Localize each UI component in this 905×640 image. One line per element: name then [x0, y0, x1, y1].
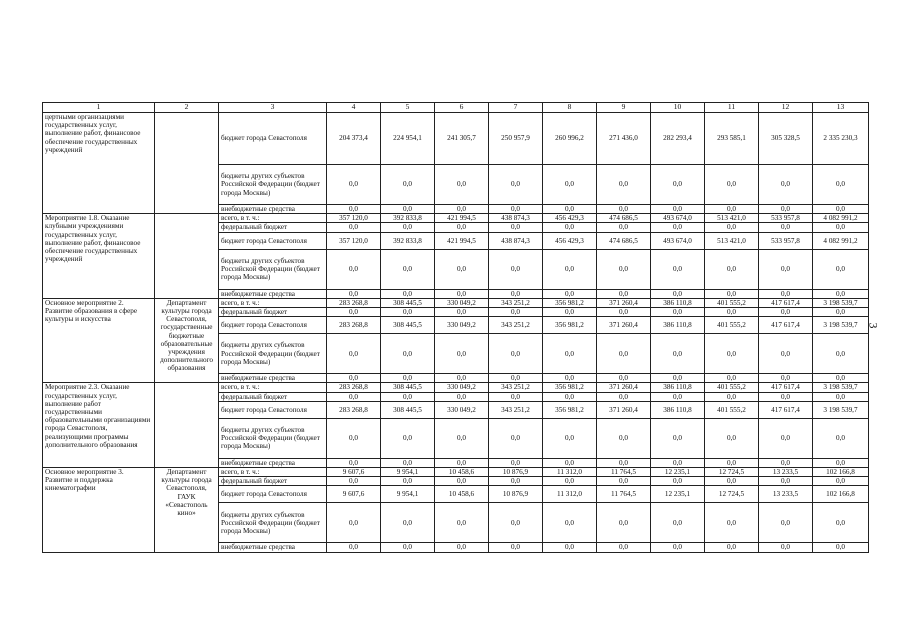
header-cell: 2 [155, 103, 219, 113]
funding-source-cell: бюджет города Севастополя [219, 401, 327, 418]
header-row [43, 103, 869, 113]
value-cell: 0,0 [759, 458, 813, 467]
value-cell: 0,0 [327, 289, 381, 298]
header-cell: 1 [43, 103, 155, 113]
value-cell: 0,0 [381, 249, 435, 289]
value-cell: 0,0 [597, 503, 651, 543]
value-cell: 513 421,0 [705, 214, 759, 223]
header-cell: 8 [543, 103, 597, 113]
value-cell: 0,0 [759, 308, 813, 317]
value-cell: 12 235,1 [651, 486, 705, 503]
budget-table [42, 102, 869, 553]
funding-source-cell: внебюджетные средства [219, 458, 327, 467]
value-cell: 356 981,2 [543, 383, 597, 392]
value-cell: 3 198 539,7 [813, 317, 869, 334]
value-cell: 533 957,8 [759, 232, 813, 249]
header-cell: 11 [705, 103, 759, 113]
value-cell: 0,0 [597, 477, 651, 486]
value-cell: 0,0 [381, 543, 435, 552]
value-cell: 0,0 [813, 249, 869, 289]
value-cell: 0,0 [435, 308, 489, 317]
value-cell: 0,0 [381, 503, 435, 543]
value-cell: 0,0 [813, 308, 869, 317]
table-row [43, 468, 869, 477]
value-cell: 0,0 [759, 543, 813, 552]
value-cell: 0,0 [489, 289, 543, 298]
funding-source-cell: всего, в т. ч.: [219, 383, 327, 392]
value-cell: 10 458,6 [435, 468, 489, 477]
value-cell: 305 328,5 [759, 113, 813, 165]
value-cell: 0,0 [759, 374, 813, 383]
value-cell: 0,0 [327, 205, 381, 214]
funding-source-cell: внебюджетные средства [219, 205, 327, 214]
value-cell: 0,0 [759, 503, 813, 543]
value-cell: 241 305,7 [435, 113, 489, 165]
value-cell: 308 445,5 [381, 401, 435, 418]
header-cell: 10 [651, 103, 705, 113]
value-cell: 4 082 991,2 [813, 232, 869, 249]
value-cell: 12 724,5 [705, 468, 759, 477]
value-cell: 357 120,0 [327, 214, 381, 223]
funding-source-cell: всего, в т. ч.: [219, 468, 327, 477]
value-cell: 343 251,2 [489, 298, 543, 307]
value-cell: 12 724,5 [705, 486, 759, 503]
value-cell: 330 049,2 [435, 298, 489, 307]
value-cell: 356 981,2 [543, 317, 597, 334]
value-cell: 9 954,1 [381, 486, 435, 503]
funding-source-cell: всего, в т. ч.: [219, 298, 327, 307]
value-cell: 401 555,2 [705, 298, 759, 307]
value-cell: 0,0 [705, 289, 759, 298]
executor-cell [155, 383, 219, 468]
value-cell: 0,0 [543, 392, 597, 401]
funding-source-cell: бюджеты других субъектов Российской Федерации (бюджет города Москвы) [219, 418, 327, 458]
funding-source-cell: бюджеты других субъектов Российской Федерации (бюджет города Москвы) [219, 334, 327, 374]
value-cell: 0,0 [543, 477, 597, 486]
value-cell: 0,0 [651, 289, 705, 298]
value-cell: 102 166,8 [813, 468, 869, 477]
value-cell: 371 260,4 [597, 317, 651, 334]
value-cell: 330 049,2 [435, 383, 489, 392]
value-cell: 0,0 [705, 249, 759, 289]
funding-source-cell: внебюджетные средства [219, 374, 327, 383]
value-cell: 0,0 [327, 392, 381, 401]
header-cell: 4 [327, 103, 381, 113]
value-cell: 0,0 [813, 334, 869, 374]
value-cell: 0,0 [543, 543, 597, 552]
value-cell: 102 166,8 [813, 486, 869, 503]
table-row [43, 383, 869, 392]
header-cell: 7 [489, 103, 543, 113]
value-cell: 0,0 [543, 205, 597, 214]
funding-source-cell: бюджет города Севастополя [219, 317, 327, 334]
value-cell: 0,0 [435, 165, 489, 205]
value-cell: 9 607,6 [327, 486, 381, 503]
measure-name-cell: Мероприятие 1.8. Оказание клубными учреждениями государственных услуг, выполнение работ, финансовое обеспечение государственных учреждений [43, 214, 155, 299]
value-cell: 0,0 [327, 458, 381, 467]
value-cell: 0,0 [435, 289, 489, 298]
value-cell: 392 833,8 [381, 232, 435, 249]
executor-cell: Департамент культуры города Севастополя, ГАУК «Севастополь кино» [155, 468, 219, 553]
value-cell: 474 686,5 [597, 232, 651, 249]
value-cell: 0,0 [651, 418, 705, 458]
value-cell: 371 260,4 [597, 298, 651, 307]
value-cell: 0,0 [597, 458, 651, 467]
value-cell: 0,0 [381, 289, 435, 298]
value-cell: 0,0 [759, 418, 813, 458]
value-cell: 0,0 [381, 477, 435, 486]
value-cell: 0,0 [381, 223, 435, 232]
value-cell: 0,0 [759, 392, 813, 401]
funding-source-cell: федеральный бюджет [219, 392, 327, 401]
value-cell: 0,0 [705, 418, 759, 458]
value-cell: 0,0 [327, 249, 381, 289]
value-cell: 401 555,2 [705, 383, 759, 392]
value-cell: 0,0 [327, 334, 381, 374]
value-cell: 0,0 [435, 392, 489, 401]
executor-cell [155, 113, 219, 214]
value-cell: 283 268,8 [327, 383, 381, 392]
value-cell: 0,0 [597, 289, 651, 298]
value-cell: 0,0 [705, 165, 759, 205]
value-cell: 0,0 [651, 165, 705, 205]
value-cell: 493 674,0 [651, 214, 705, 223]
value-cell: 0,0 [651, 249, 705, 289]
table-row [43, 214, 869, 223]
value-cell: 343 251,2 [489, 383, 543, 392]
value-cell: 0,0 [597, 249, 651, 289]
value-cell: 282 293,4 [651, 113, 705, 165]
value-cell: 0,0 [543, 503, 597, 543]
funding-source-cell: всего, в т. ч.: [219, 214, 327, 223]
funding-source-cell: бюджеты других субъектов Российской Федерации (бюджет города Москвы) [219, 249, 327, 289]
value-cell: 330 049,2 [435, 401, 489, 418]
value-cell: 0,0 [759, 205, 813, 214]
value-cell: 371 260,4 [597, 401, 651, 418]
funding-source-cell: бюджет города Севастополя [219, 486, 327, 503]
value-cell: 0,0 [813, 503, 869, 543]
value-cell: 0,0 [705, 543, 759, 552]
value-cell: 0,0 [705, 205, 759, 214]
value-cell: 401 555,2 [705, 401, 759, 418]
value-cell: 0,0 [597, 374, 651, 383]
value-cell: 513 421,0 [705, 232, 759, 249]
value-cell: 0,0 [651, 223, 705, 232]
value-cell: 438 874,3 [489, 232, 543, 249]
header-cell: 6 [435, 103, 489, 113]
value-cell: 0,0 [597, 543, 651, 552]
value-cell: 0,0 [543, 223, 597, 232]
value-cell: 0,0 [651, 374, 705, 383]
value-cell: 0,0 [543, 249, 597, 289]
measure-name-cell: цертными организациями государственных услуг, выполнение работ, финансовое обеспечение государственных учреждений [43, 113, 155, 214]
value-cell: 10 458,6 [435, 486, 489, 503]
value-cell: 293 585,1 [705, 113, 759, 165]
value-cell: 0,0 [651, 543, 705, 552]
value-cell: 2 335 230,3 [813, 113, 869, 165]
value-cell: 9 607,6 [327, 468, 381, 477]
value-cell: 0,0 [543, 289, 597, 298]
value-cell: 0,0 [435, 418, 489, 458]
value-cell: 283 268,8 [327, 401, 381, 418]
value-cell: 0,0 [651, 334, 705, 374]
value-cell: 0,0 [705, 392, 759, 401]
value-cell: 0,0 [597, 418, 651, 458]
value-cell: 0,0 [489, 392, 543, 401]
value-cell: 0,0 [597, 334, 651, 374]
value-cell: 0,0 [381, 165, 435, 205]
value-cell: 0,0 [381, 308, 435, 317]
value-cell: 0,0 [327, 543, 381, 552]
value-cell: 0,0 [759, 165, 813, 205]
value-cell: 0,0 [381, 418, 435, 458]
value-cell: 0,0 [651, 503, 705, 543]
funding-source-cell: бюджеты других субъектов Российской Федерации (бюджет города Москвы) [219, 165, 327, 205]
value-cell: 0,0 [327, 477, 381, 486]
value-cell: 271 436,0 [597, 113, 651, 165]
value-cell: 0,0 [489, 477, 543, 486]
value-cell: 0,0 [435, 374, 489, 383]
value-cell: 392 833,8 [381, 214, 435, 223]
value-cell: 0,0 [381, 334, 435, 374]
value-cell: 0,0 [705, 223, 759, 232]
value-cell: 0,0 [489, 543, 543, 552]
table-body [43, 103, 869, 553]
value-cell: 0,0 [705, 334, 759, 374]
value-cell: 386 110,8 [651, 298, 705, 307]
value-cell: 0,0 [381, 392, 435, 401]
value-cell: 474 686,5 [597, 214, 651, 223]
funding-source-cell: бюджеты других субъектов Российской Федерации (бюджет города Москвы) [219, 503, 327, 543]
value-cell: 0,0 [543, 308, 597, 317]
value-cell: 0,0 [381, 205, 435, 214]
value-cell: 0,0 [759, 289, 813, 298]
value-cell: 0,0 [543, 458, 597, 467]
value-cell: 0,0 [543, 165, 597, 205]
value-cell: 356 981,2 [543, 298, 597, 307]
value-cell: 0,0 [813, 392, 869, 401]
executor-cell: Департамент культуры города Севастополя, государственные бюджетные образовательные учреждения дополнительного образования [155, 298, 219, 383]
value-cell: 0,0 [435, 205, 489, 214]
value-cell: 283 268,8 [327, 317, 381, 334]
value-cell: 11 764,5 [597, 468, 651, 477]
value-cell: 0,0 [651, 458, 705, 467]
value-cell: 0,0 [651, 205, 705, 214]
value-cell: 0,0 [597, 392, 651, 401]
value-cell: 417 617,4 [759, 383, 813, 392]
value-cell: 0,0 [381, 458, 435, 467]
header-cell: 5 [381, 103, 435, 113]
value-cell: 533 957,8 [759, 214, 813, 223]
value-cell: 421 994,5 [435, 232, 489, 249]
measure-name-cell: Основное мероприятие 2. Развитие образования в сфере культуры и искусства [43, 298, 155, 383]
value-cell: 0,0 [759, 477, 813, 486]
value-cell: 0,0 [705, 503, 759, 543]
value-cell: 0,0 [597, 308, 651, 317]
value-cell: 0,0 [489, 249, 543, 289]
value-cell: 417 617,4 [759, 317, 813, 334]
value-cell: 10 876,9 [489, 468, 543, 477]
value-cell: 224 954,1 [381, 113, 435, 165]
value-cell: 0,0 [435, 334, 489, 374]
value-cell: 283 268,8 [327, 298, 381, 307]
value-cell: 0,0 [489, 165, 543, 205]
value-cell: 0,0 [651, 477, 705, 486]
value-cell: 371 260,4 [597, 383, 651, 392]
value-cell: 0,0 [435, 223, 489, 232]
value-cell: 386 110,8 [651, 401, 705, 418]
value-cell: 0,0 [759, 334, 813, 374]
value-cell: 0,0 [759, 249, 813, 289]
value-cell: 0,0 [327, 308, 381, 317]
value-cell: 386 110,8 [651, 383, 705, 392]
value-cell: 456 429,3 [543, 214, 597, 223]
value-cell: 0,0 [705, 477, 759, 486]
value-cell: 0,0 [705, 374, 759, 383]
value-cell: 0,0 [651, 392, 705, 401]
value-cell: 401 555,2 [705, 317, 759, 334]
value-cell: 0,0 [327, 223, 381, 232]
value-cell: 0,0 [435, 458, 489, 467]
value-cell: 417 617,4 [759, 401, 813, 418]
value-cell: 0,0 [489, 223, 543, 232]
value-cell: 0,0 [759, 223, 813, 232]
measure-name-cell: Основное мероприятие 3. Развитие и поддержка кинематографии [43, 468, 155, 553]
funding-source-cell: внебюджетные средства [219, 543, 327, 552]
value-cell: 0,0 [813, 477, 869, 486]
value-cell: 0,0 [543, 418, 597, 458]
value-cell: 357 120,0 [327, 232, 381, 249]
value-cell: 0,0 [813, 223, 869, 232]
value-cell: 0,0 [435, 477, 489, 486]
value-cell: 3 198 539,7 [813, 401, 869, 418]
value-cell: 0,0 [813, 165, 869, 205]
value-cell: 356 981,2 [543, 401, 597, 418]
value-cell: 0,0 [543, 334, 597, 374]
value-cell: 12 235,1 [651, 468, 705, 477]
value-cell: 0,0 [813, 289, 869, 298]
value-cell: 204 373,4 [327, 113, 381, 165]
value-cell: 11 764,5 [597, 486, 651, 503]
value-cell: 417 617,4 [759, 298, 813, 307]
value-cell: 438 874,3 [489, 214, 543, 223]
value-cell: 4 082 991,2 [813, 214, 869, 223]
value-cell: 0,0 [705, 458, 759, 467]
value-cell: 0,0 [489, 308, 543, 317]
value-cell: 0,0 [489, 334, 543, 374]
value-cell: 0,0 [813, 374, 869, 383]
value-cell: 0,0 [813, 458, 869, 467]
value-cell: 0,0 [489, 458, 543, 467]
page-number: 3 [866, 322, 881, 329]
table-row [43, 298, 869, 307]
value-cell: 308 445,5 [381, 317, 435, 334]
value-cell: 0,0 [435, 503, 489, 543]
value-cell: 343 251,2 [489, 317, 543, 334]
value-cell: 260 996,2 [543, 113, 597, 165]
value-cell: 3 198 539,7 [813, 298, 869, 307]
value-cell: 250 957,9 [489, 113, 543, 165]
value-cell: 0,0 [327, 374, 381, 383]
header-cell: 3 [219, 103, 327, 113]
value-cell: 0,0 [327, 418, 381, 458]
funding-source-cell: бюджет города Севастополя [219, 232, 327, 249]
value-cell: 0,0 [489, 205, 543, 214]
funding-source-cell: федеральный бюджет [219, 223, 327, 232]
value-cell: 13 233,5 [759, 468, 813, 477]
value-cell: 0,0 [327, 165, 381, 205]
value-cell: 0,0 [597, 165, 651, 205]
value-cell: 0,0 [435, 249, 489, 289]
value-cell: 0,0 [813, 418, 869, 458]
header-cell: 13 [813, 103, 869, 113]
value-cell: 386 110,8 [651, 317, 705, 334]
value-cell: 13 233,5 [759, 486, 813, 503]
value-cell: 0,0 [597, 205, 651, 214]
executor-cell [155, 214, 219, 299]
value-cell: 0,0 [489, 503, 543, 543]
value-cell: 0,0 [705, 308, 759, 317]
value-cell: 0,0 [813, 205, 869, 214]
value-cell: 0,0 [489, 418, 543, 458]
value-cell: 0,0 [543, 374, 597, 383]
value-cell: 456 429,3 [543, 232, 597, 249]
funding-source-cell: бюджет города Севастополя [219, 113, 327, 165]
value-cell: 9 954,1 [381, 468, 435, 477]
value-cell: 11 312,0 [543, 486, 597, 503]
measure-name-cell: Мероприятие 2.3. Оказание государственных услуг, выполнение работ государственными образовательными организациями города Севастополя, реализующими программы дополнительного образования [43, 383, 155, 468]
value-cell: 0,0 [327, 503, 381, 543]
value-cell: 3 198 539,7 [813, 383, 869, 392]
value-cell: 493 674,0 [651, 232, 705, 249]
value-cell: 308 445,5 [381, 383, 435, 392]
value-cell: 0,0 [813, 543, 869, 552]
value-cell: 0,0 [489, 374, 543, 383]
value-cell: 0,0 [597, 223, 651, 232]
value-cell: 308 445,5 [381, 298, 435, 307]
header-cell: 12 [759, 103, 813, 113]
value-cell: 343 251,2 [489, 401, 543, 418]
value-cell: 330 049,2 [435, 317, 489, 334]
value-cell: 0,0 [435, 543, 489, 552]
funding-source-cell: внебюджетные средства [219, 289, 327, 298]
value-cell: 0,0 [651, 308, 705, 317]
value-cell: 421 994,5 [435, 214, 489, 223]
value-cell: 10 876,9 [489, 486, 543, 503]
funding-source-cell: федеральный бюджет [219, 477, 327, 486]
header-cell: 9 [597, 103, 651, 113]
value-cell: 11 312,0 [543, 468, 597, 477]
table-row [43, 113, 869, 165]
value-cell: 0,0 [381, 374, 435, 383]
funding-source-cell: федеральный бюджет [219, 308, 327, 317]
